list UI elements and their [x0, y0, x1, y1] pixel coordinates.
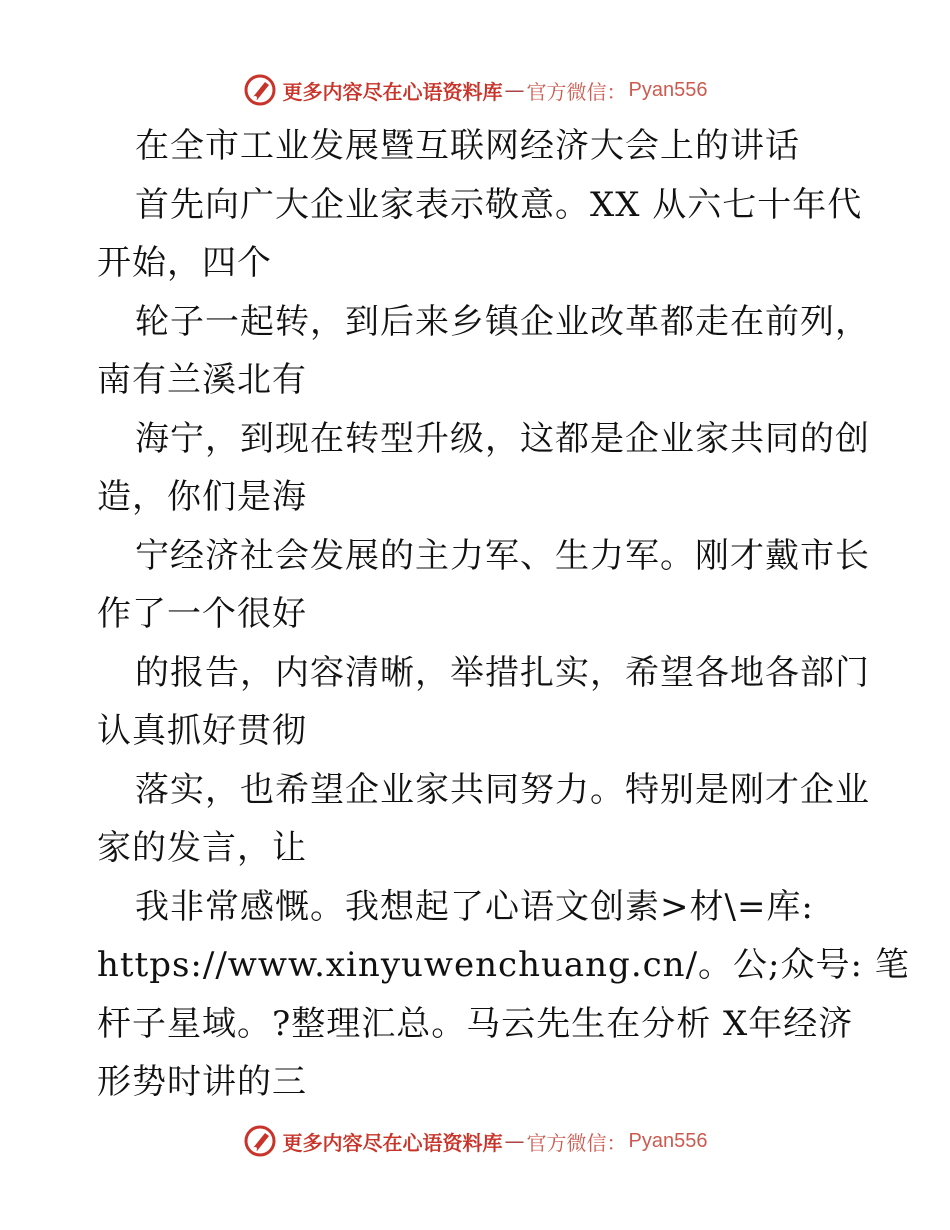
doc-line: 作了一个很好 [97, 594, 307, 634]
doc-line: 认真抓好贯彻 [97, 711, 307, 751]
pen-logo-icon [243, 1124, 277, 1158]
doc-line-url: https://www.xinyuwenchuang.cn/。公;众号: 笔 [97, 945, 910, 985]
banner-wechat-label: 官方微信： [526, 79, 627, 104]
doc-line: 首先向广大企业家表示敬意。XX 从六七十年代 [135, 184, 863, 225]
doc-line: 形势时讲的三 [97, 1062, 307, 1102]
bottom-banner [0, 1121, 950, 1161]
banner-brand: 更多内容尽在心语资料库 [282, 79, 503, 104]
doc-line: 的报告，内容清晰，举措扎实，希望各地各部门 [135, 652, 870, 693]
banner-wechat-id: Pyan556 [628, 78, 708, 101]
doc-line: 海宁，到现在转型升级，这都是企业家共同的创 [135, 418, 870, 459]
doc-line: 我非常感慨。我想起了心语文创素>材\=库: [135, 886, 814, 927]
banner-separator: — [504, 1129, 525, 1153]
banner-wechat-label: 官方微信： [526, 1130, 627, 1155]
banner-wechat-id: Pyan556 [628, 1129, 708, 1152]
document-body [97, 117, 910, 1112]
doc-title: 在全市工业发展暨互联网经济大会上的讲话 [135, 126, 800, 166]
doc-line: 家的发言，让 [97, 828, 307, 868]
banner-separator: — [504, 78, 525, 102]
doc-line: 宁经济社会发展的主力军、生力军。刚才戴市长 [135, 535, 870, 576]
pen-logo-icon [243, 73, 277, 107]
doc-line: 南有兰溪北有 [97, 360, 307, 400]
top-banner [0, 70, 950, 110]
doc-line: 造，你们是海 [97, 477, 307, 517]
doc-line: 轮子一起转，到后来乡镇企业改革都走在前列， [135, 301, 870, 342]
banner-brand: 更多内容尽在心语资料库 [282, 1130, 503, 1155]
doc-line: 落实，也希望企业家共同努力。特别是刚才企业 [135, 769, 870, 810]
doc-line: 杆子星域。?整理汇总。马云先生在分析 X年经济 [97, 1003, 854, 1044]
doc-line: 开始，四个 [97, 243, 272, 283]
